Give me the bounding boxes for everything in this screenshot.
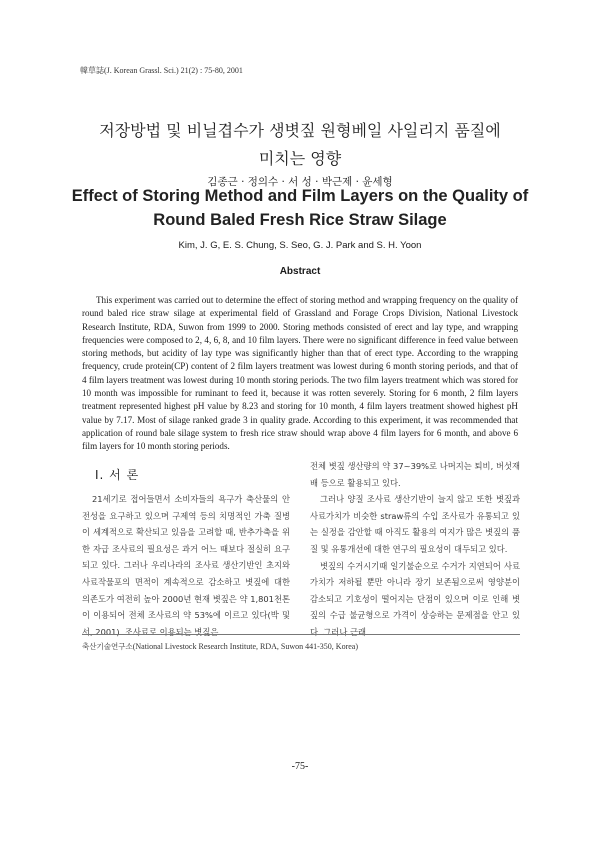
left-column-text: 21세기로 접어들면서 소비자들의 욕구가 축산물의 안전성을 요구하고 있으며 구제역 등의 치명적인 가축 질병이 세계적으로 확산되고 있음을 고려할 때, 반추가축을 위한 자급 조사료의 필요성은 과거 어느 때보다 절실히 요구되고 있다. 그러나 우리나라의 조사료 생산기반인 초지와 사료작물포의 면적이 계속적으로 감소하고 볏짚에 대한 의존도가 여전히 높아 2000년 현재 볏짚은 약 1,801천톤이 이용되어 전체 조사료의 약 53%에 이르고 있다(박 및 서, 2001). 조사료로 이용되는 볏짚은 <box>82 494 290 637</box>
korean-authors: 김종근 · 정의수 · 서 성 · 박근제 · 윤세형 <box>207 176 393 188</box>
english-title-line-2: Round Baled Fresh Rice Straw Silage <box>153 211 447 229</box>
right-column-paragraph: 볏짚의 수거시기때 일기불순으로 수거가 지연되어 사료가치가 저하될 뿐만 아니라 장기 보존됨으로써 영양분이 감소되고 기호성이 떨어지는 단점이 있으며 이로 인해 볏짚의 수급 불균형으로 가격이 상승하는 문제점을 안고 있다. 그러나 근래 <box>310 560 520 637</box>
journal-header: 韓草誌(J. Korean Grassl. Sci.) 21(2) : 75-80, 2001 <box>80 66 243 75</box>
korean-title-line-2: 미치는 영향 <box>258 149 342 168</box>
english-authors: Kim, J. G, E. S. Chung, S. Seo, G. J. Park and S. H. Yoon <box>178 240 422 251</box>
section-heading-introduction: Ⅰ. 서 론 <box>95 468 140 482</box>
footnote-english: (National Livestock Research Institute, RDA, Suwon 441-350, Korea) <box>132 642 358 651</box>
footnote <box>82 641 358 652</box>
korean-title-line-1: 저장방법 및 비닐겹수가 생볏짚 원형베일 사일리지 품질에 <box>99 121 501 140</box>
english-title-line-1: Effect of Storing Method and Film Layers on the Quality of <box>71 187 529 205</box>
page-number: -75- <box>291 761 309 772</box>
right-column <box>310 458 520 641</box>
footnote-divider <box>82 634 520 635</box>
abstract-text: This experiment was carried out to determine the effect of storing method and wrapping frequency on the quality of round baled rice straw silage at experimental field of Grassland and Forage Crops Division, National Livestock Research Institute, RDA, Suwon from 1999 to 2000. Storing methods consisted of erect and lay type, and wrapping frequencies were composed to 2, 4, 6, 8, and 10 film layers. There were no significant difference in feed value between storing methods, but acidity of lay type was significantly higher than that of erect type. According to the wrapping frequency, crude protein(CP) content of 2 film layers treatment was lowest during 6 month storing periods, and that of 4 film layers treatment was lowest during 10 month storing periods. The two film layers treatment which was stored for 10 month was impossible for ruminant to feed it, because it was rotten severely. Storing for 6 month, 2 film layers treatment represented highest pH value by 8.23 and storing for 10 month, 4 film layers treatment showed highest pH value by 7.17. Most of silage ranked grade 3 in quality grade. According to this experiment, it was recommended that application of round bale silage system to fresh rice straw should wrap above 4 film layers for 6 month, and above 6 film layers for 10 month storing periods. <box>82 295 518 452</box>
abstract-heading: Abstract <box>279 266 321 277</box>
footnote-korean: 축산기술연구소 <box>82 642 133 651</box>
right-column-paragraph: 전체 볏짚 생산량의 약 37~39%로 나머지는 퇴비, 버섯재배 등으로 활용되고 있다. <box>310 461 520 488</box>
right-column-paragraph: 그러나 양질 조사료 생산기반이 늘지 않고 또한 볏짚과 사료가치가 비슷한 straw류의 수입 조사료가 유통되고 있는 실정을 감안할 때 아직도 활용의 여지가 많은 볏짚의 품질 및 유통개선에 대한 연구의 필요성이 대두되고 있다. <box>310 494 520 554</box>
